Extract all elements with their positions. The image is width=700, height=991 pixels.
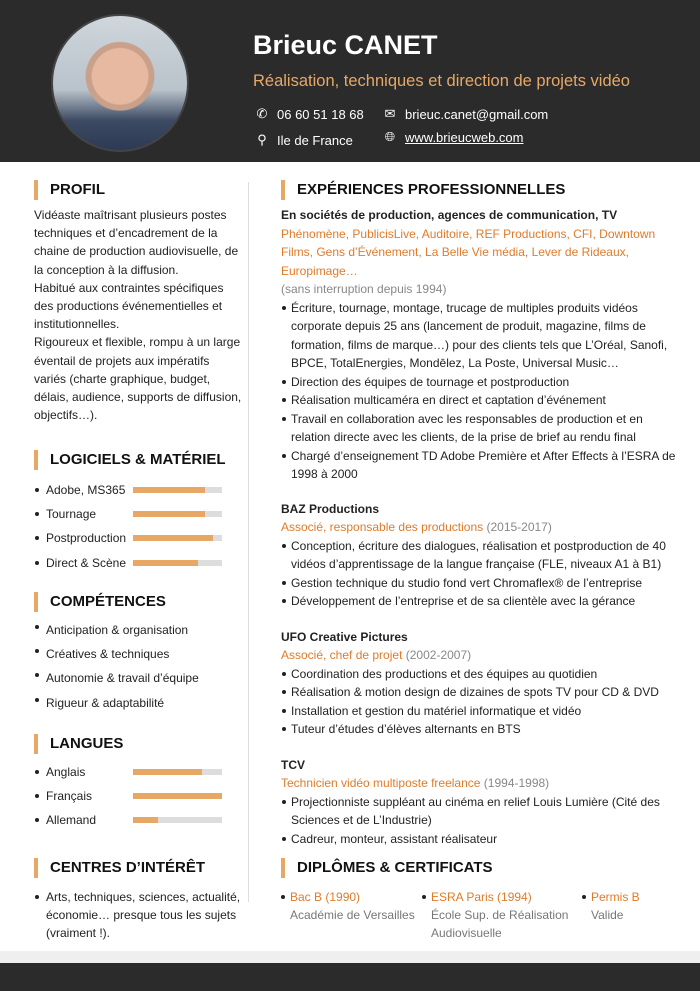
section-title-logiciels: LOGICIELS & MATÉRIEL: [34, 450, 226, 470]
job-entry: [281, 756, 681, 849]
profil-paragraph: Habitué aux contraintes spécifiques des productions événementielles et institutionnelles.: [34, 280, 224, 332]
profil-paragraph: Vidéaste maîtrisant plusieurs postes techniques et d’encadrement de la chaine de production audiovisuelle, de la conception à la diffusion.: [34, 208, 239, 277]
location: [255, 132, 353, 148]
envelope-icon: ✉: [384, 106, 396, 121]
experience-list: [281, 206, 681, 865]
job-role: Phénomène, PublicisLive, Auditoire, REF Productions, CFI, Downtown Films, Gens d’Événement, La Belle Vie média, Lever de Rideaux, Europimage…: [281, 226, 656, 278]
list-item: Écriture, tournage, montage, trucage de multiples produits vidéos corporate depuis 25 ans (lancement de produit, magazine, films de formation, films de marque…) pour des clients tels que L’Oréal, Sanofi, BPCE, TotalEnergies, Mondēlez, La Poste, Universal Music…: [281, 299, 681, 373]
skill-row: [34, 551, 244, 575]
job-title: Réalisation, techniques et direction de projets vidéo: [253, 72, 630, 90]
list-item: Direction des équipes de tournage et postproduction: [281, 373, 681, 392]
list-item: Tuteur d’études d’élèves alternants en BTS: [281, 720, 681, 739]
section-title-langues: LANGUES: [34, 734, 123, 754]
footer: [0, 963, 700, 991]
skill-label: Postproduction: [34, 529, 133, 547]
diploma-item: [281, 888, 421, 924]
list-item: Développement de l’entreprise et de sa clientèle avec la gérance: [281, 592, 681, 611]
phone-text: 06 60 51 18 68: [277, 106, 364, 122]
list-item: Gestion technique du studio fond vert Chromaflex® de l’entreprise: [281, 574, 681, 593]
email-text[interactable]: brieuc.canet@gmail.com: [405, 106, 549, 122]
section-title-competences: COMPÉTENCES: [34, 592, 166, 612]
skill-level-fill: [133, 817, 158, 823]
job-period: (1994-1998): [483, 776, 550, 790]
job-role: Associé, responsable des productions: [281, 520, 484, 534]
skill-level-bar: [133, 817, 222, 823]
list-item: Rigueur & adaptabilité: [34, 691, 244, 715]
languages-list: [34, 760, 244, 833]
job-period: (sans interruption depuis 1994): [281, 282, 447, 296]
job-company: UFO Creative Pictures: [281, 629, 408, 644]
skill-row: [34, 526, 244, 550]
skill-label: Tournage: [34, 505, 133, 523]
column-divider: [248, 182, 249, 902]
list-item: Travail en collaboration avec les responsables de production et en relation directe avec les clients, de la prise de brief au rendu final: [281, 410, 681, 447]
skill-label: Adobe, MS365: [34, 481, 133, 499]
skill-level-bar: [133, 560, 222, 566]
skill-row: [34, 760, 244, 784]
list-item: Cadreur, monteur, assistant réalisateur: [281, 830, 681, 849]
list-item: Projectionniste suppléant au cinéma en relief Louis Lumière (Cité des Sciences et de L’Industrie): [281, 793, 681, 830]
diploma-school: Valide: [591, 908, 624, 922]
list-item: Anticipation & organisation: [34, 618, 244, 642]
location-pin-icon: ⚲: [257, 132, 267, 147]
diploma-school: École Sup. de Réalisation Audiovisuelle: [431, 908, 569, 940]
skill-label: Anglais: [34, 763, 133, 781]
list-item: Créatives & techniques: [34, 642, 244, 666]
diploma-item: [582, 888, 682, 924]
skill-row: [34, 502, 244, 526]
job-role: Associé, chef de projet: [281, 648, 403, 662]
phone: [255, 106, 364, 122]
interests-list: [34, 888, 244, 943]
diploma-item: [422, 888, 572, 942]
diploma-title: Permis B: [582, 888, 682, 906]
job-entry: [281, 500, 681, 611]
skill-level-bar: [133, 769, 222, 775]
phone-icon: ✆: [256, 106, 268, 121]
header: [0, 0, 700, 162]
skills-list: [34, 618, 244, 715]
job-role: Technicien vidéo multiposte freelance: [281, 776, 481, 790]
diploma-school: Académie de Versailles: [290, 908, 415, 922]
job-period: (2015-2017): [486, 520, 552, 534]
list-item: Arts, techniques, sciences, actualité, économie… presque tous les sujets (vraiment !).: [34, 888, 244, 943]
globe-icon: 🌐︎: [384, 129, 396, 144]
section-title-experiences: EXPÉRIENCES PROFESSIONNELLES: [281, 180, 565, 200]
skill-row: [34, 478, 244, 502]
location-text: Ile de France: [277, 132, 353, 148]
footer-band: [0, 951, 700, 963]
job-company: BAZ Productions: [281, 501, 379, 516]
skill-row: [34, 808, 244, 832]
list-item: Réalisation & motion design de dizaines de spots TV pour CD & DVD: [281, 683, 681, 702]
skill-level-bar: [133, 487, 222, 493]
section-title-profil: PROFIL: [34, 180, 105, 200]
job-period: (2002-2007): [405, 648, 472, 662]
skill-level-fill: [133, 793, 222, 799]
job-bullets: [281, 665, 681, 739]
skill-level-fill: [133, 535, 213, 541]
skill-level-bar: [133, 793, 222, 799]
list-item: Installation et gestion du matériel informatique et vidéo: [281, 702, 681, 721]
skill-level-fill: [133, 511, 205, 517]
list-item: Chargé d’enseignement TD Adobe Première et After Effects à l’ESRA de 1998 à 2000: [281, 447, 681, 484]
job-entry: [281, 628, 681, 739]
skill-label: Français: [34, 787, 133, 805]
job-company: En sociétés de production, agences de communication, TV: [281, 208, 618, 222]
profil-paragraph: Rigoureux et flexible, rompu à un large éventail de projets aux impératifs variés (charte graphique, budget, délais, audience, supports de diffusion, objectifs…).: [34, 335, 242, 423]
email[interactable]: [383, 106, 548, 122]
skill-level-fill: [133, 560, 198, 566]
job-company: TCV: [281, 757, 305, 772]
list-item: Coordination des productions et des équipes au quotidien: [281, 665, 681, 684]
skill-level-bar: [133, 535, 222, 541]
skill-level-fill: [133, 487, 205, 493]
profile-photo: [51, 14, 189, 152]
job-bullets: [281, 793, 681, 849]
skill-label: Allemand: [34, 811, 133, 829]
skill-label: Direct & Scène: [34, 554, 133, 572]
job-bullets: [281, 537, 681, 611]
section-title-interets: CENTRES D’INTÉRÊT: [34, 858, 205, 878]
job-bullets: [281, 299, 681, 484]
skill-level-bar: [133, 511, 222, 517]
profil-text: [34, 206, 244, 424]
list-item: Conception, écriture des dialogues, réalisation et postproduction de 40 vidéos d’apprentissage de la langue française (FLE, niveaux A1 à B1): [281, 537, 681, 574]
list-item: Réalisation multicaméra en direct et captation d’événement: [281, 391, 681, 410]
diploma-title: ESRA Paris (1994): [422, 888, 572, 906]
list-item: Autonomie & travail d’équipe: [34, 666, 244, 690]
skill-level-fill: [133, 769, 202, 775]
website[interactable]: [383, 129, 524, 145]
diploma-title: Bac B (1990): [281, 888, 421, 906]
job-entry: [281, 206, 681, 484]
skill-row: [34, 784, 244, 808]
section-title-diplomes: DIPLÔMES & CERTIFICATS: [281, 858, 493, 878]
candidate-name: Brieuc CANET: [253, 30, 438, 60]
software-list: [34, 478, 244, 575]
website-link[interactable]: www.brieucweb.com: [405, 129, 524, 145]
